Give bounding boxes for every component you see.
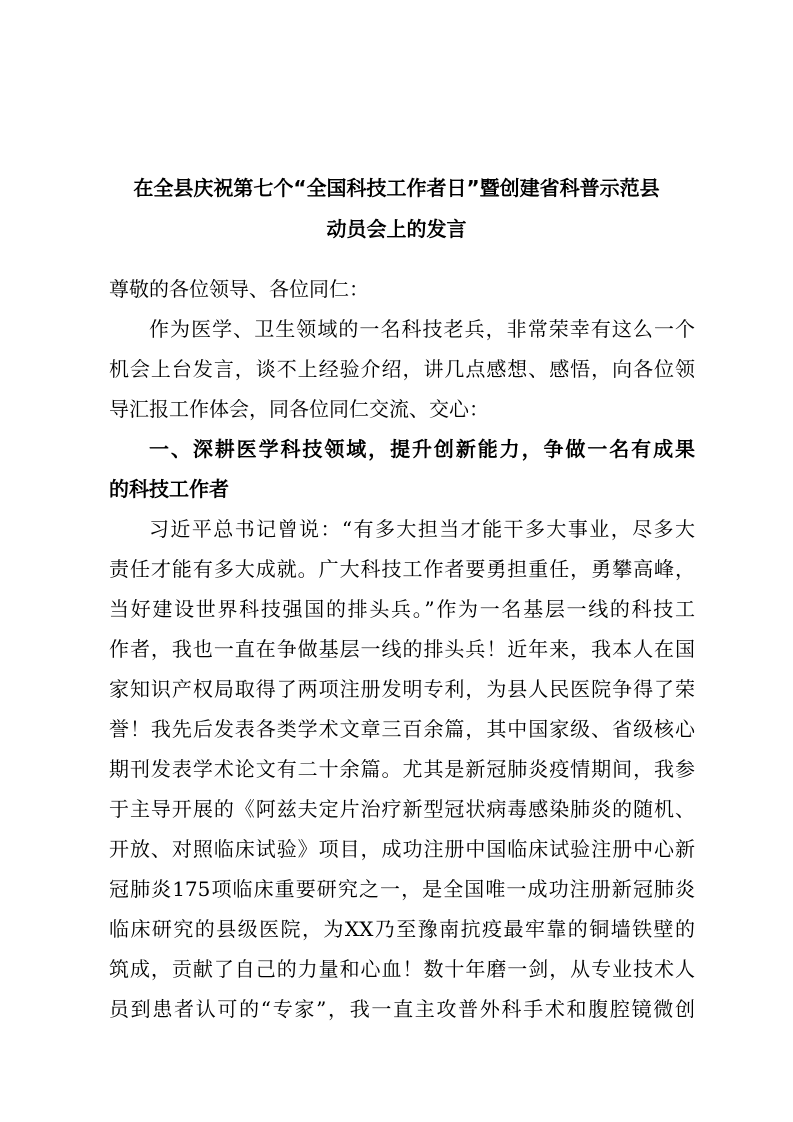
paragraph-2-line-12: 筑成，贡献了自己的力量和心血！数十年磨一剑，从专业技术人 bbox=[109, 957, 695, 981]
paragraph-2-line-9: 开放、对照临床试验》项目，成功注册中国临床试验注册中心新 bbox=[109, 837, 695, 861]
paragraph-2-line-11: 临床研究的县级医院，为XX乃至豫南抗疫最牢靠的铜墙铁壁的 bbox=[109, 917, 695, 941]
salutation: 尊敬的各位领导、各位同仁： bbox=[109, 277, 369, 301]
paragraph-2-line-1: 习近平总书记曾说：“有多大担当才能干多大事业，尽多大 bbox=[149, 517, 695, 541]
paragraph-2-line-8: 于主导开展的《阿兹夫定片治疗新型冠状病毒感染肺炎的随机、 bbox=[109, 797, 695, 821]
paragraph-2-line-3: 当好建设世界科技强国的排头兵。”作为一名基层一线的科技工 bbox=[109, 597, 695, 621]
paragraph-1-line-2: 机会上台发言，谈不上经验介绍，讲几点感想、感悟，向各位领 bbox=[109, 357, 695, 381]
paragraph-2-line-2: 责任才能有多大成就。广大科技工作者要勇担重任，勇攀高峰， bbox=[109, 557, 695, 581]
paragraph-2-line-6: 誉！我先后发表各类学术文章三百余篇，其中国家级、省级核心 bbox=[109, 717, 695, 741]
paragraph-2-line-13: 员到患者认可的“专家”，我一直主攻普外科手术和腹腔镜微创 bbox=[109, 997, 695, 1021]
section-heading-1-line-1: 一、深耕医学科技领域，提升创新能力，争做一名有成果 bbox=[149, 437, 695, 461]
paragraph-2-line-10: 冠肺炎175项临床重要研究之一，是全国唯一成功注册新冠肺炎 bbox=[109, 877, 695, 901]
paragraph-2-line-7: 期刊发表学术论文有二十余篇。尤其是新冠肺炎疫情期间，我参 bbox=[109, 757, 695, 781]
section-heading-1-line-2: 的科技工作者 bbox=[109, 477, 229, 501]
document-title-line-2: 动员会上的发言 bbox=[326, 217, 467, 241]
paragraph-1-line-1: 作为医学、卫生领域的一名科技老兵，非常荣幸有这么一个 bbox=[149, 317, 695, 341]
document-title-line-1: 在全县庆祝第七个“全国科技工作者日”暨创建省科普示范县 bbox=[133, 176, 660, 200]
paragraph-2-line-4: 作者，我也一直在争做基层一线的排头兵！近年来，我本人在国 bbox=[109, 637, 695, 661]
paragraph-1-line-3: 导汇报工作体会，同各位同仁交流、交心： bbox=[109, 397, 489, 421]
paragraph-2-line-5: 家知识产权局取得了两项注册发明专利，为县人民医院争得了荣 bbox=[109, 677, 695, 701]
